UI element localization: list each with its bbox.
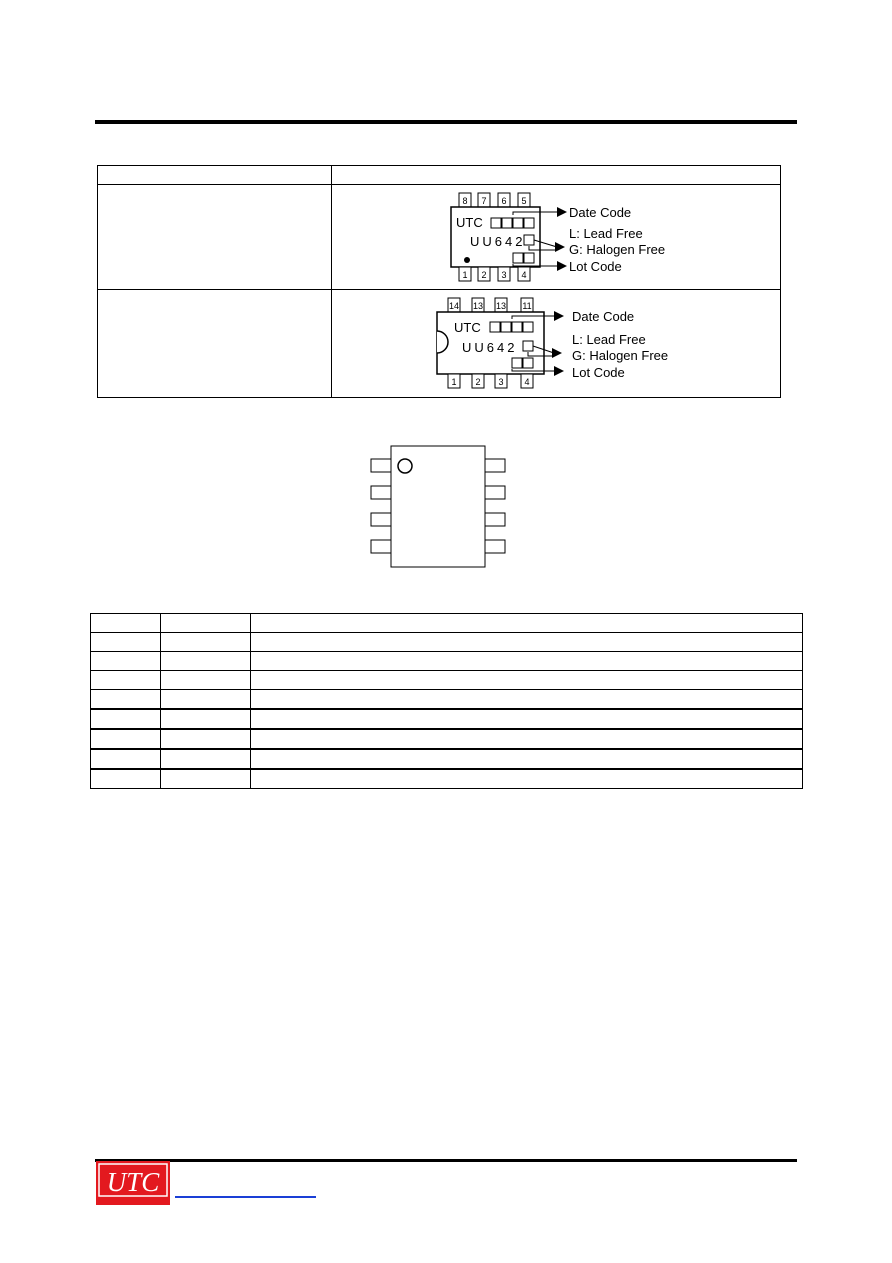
- marking-diagram-cell: [332, 185, 781, 290]
- table-row: [91, 633, 803, 652]
- table-row: [98, 166, 781, 185]
- left-pin: [371, 540, 391, 553]
- table-row: [91, 671, 803, 690]
- bottom-pin-label: 4: [524, 377, 530, 387]
- pin-configuration-diagram: [0, 430, 892, 630]
- header-rule: [95, 120, 797, 124]
- bottom-pin-label: 1: [462, 270, 468, 280]
- top-pin-label: 13: [472, 301, 484, 311]
- pin-description-table: [90, 613, 803, 789]
- logo-text: UTC: [106, 1167, 160, 1197]
- lead-free-label: L: Lead Free: [569, 226, 643, 241]
- halogen-free-label: G: Halogen Free: [572, 348, 669, 363]
- halogen-free-label: G: Halogen Free: [569, 242, 666, 257]
- right-pin: [485, 459, 505, 472]
- lot-code-label: Lot Code: [569, 259, 622, 274]
- package-cell: [98, 185, 332, 290]
- top-pin-label: 7: [481, 196, 487, 206]
- top-pin-label: 14: [448, 301, 460, 311]
- brand-text: UTC: [456, 215, 483, 230]
- part-text: UU642: [462, 340, 518, 355]
- right-pin: [485, 486, 505, 499]
- right-pin: [485, 513, 505, 526]
- bottom-pin-label: 1: [451, 377, 457, 387]
- right-pin: [485, 540, 505, 553]
- top-pin-label: 8: [462, 196, 468, 206]
- pin1-dot: [464, 257, 470, 263]
- table-row: [98, 185, 781, 290]
- top-pin-label: 5: [521, 196, 527, 206]
- part-text: UU642: [470, 234, 526, 249]
- footer-website-link[interactable]: [175, 1196, 316, 1198]
- table-row: [91, 690, 803, 710]
- marking-diagram-8pin: [332, 185, 782, 289]
- table-row: [91, 614, 803, 633]
- bottom-pin-label: 2: [475, 377, 481, 387]
- table-row: [91, 652, 803, 671]
- date-code-label: Date Code: [569, 205, 632, 220]
- table-row: [91, 749, 803, 769]
- date-code-label: Date Code: [572, 309, 635, 324]
- utc-logo: [96, 1161, 170, 1205]
- bottom-pin-label: 3: [501, 270, 507, 280]
- brand-text: UTC: [454, 320, 481, 335]
- table-row: [98, 290, 781, 398]
- top-pin-label: 13: [495, 301, 507, 311]
- package-cell: [98, 290, 332, 398]
- header-cell-package: [98, 166, 332, 185]
- bottom-pin-label: 2: [481, 270, 487, 280]
- lead-free-label: L: Lead Free: [572, 332, 646, 347]
- left-pin: [371, 513, 391, 526]
- table-row: [91, 769, 803, 789]
- left-pin: [371, 486, 391, 499]
- left-pin: [371, 459, 391, 472]
- lot-code-label: Lot Code: [572, 365, 625, 380]
- bottom-pin-label: 4: [521, 270, 527, 280]
- top-pin-label: 6: [501, 196, 507, 206]
- top-pin-label: 11: [522, 301, 532, 311]
- marking-table: [97, 165, 781, 398]
- footer-rule: [95, 1159, 797, 1162]
- table-row: [91, 729, 803, 749]
- table-row: [91, 709, 803, 729]
- bottom-pin-label: 3: [498, 377, 504, 387]
- marking-diagram-14pin: [332, 290, 782, 397]
- header-cell-marking: [332, 166, 781, 185]
- marking-diagram-cell: [332, 290, 781, 398]
- pin1-marker: [398, 459, 412, 473]
